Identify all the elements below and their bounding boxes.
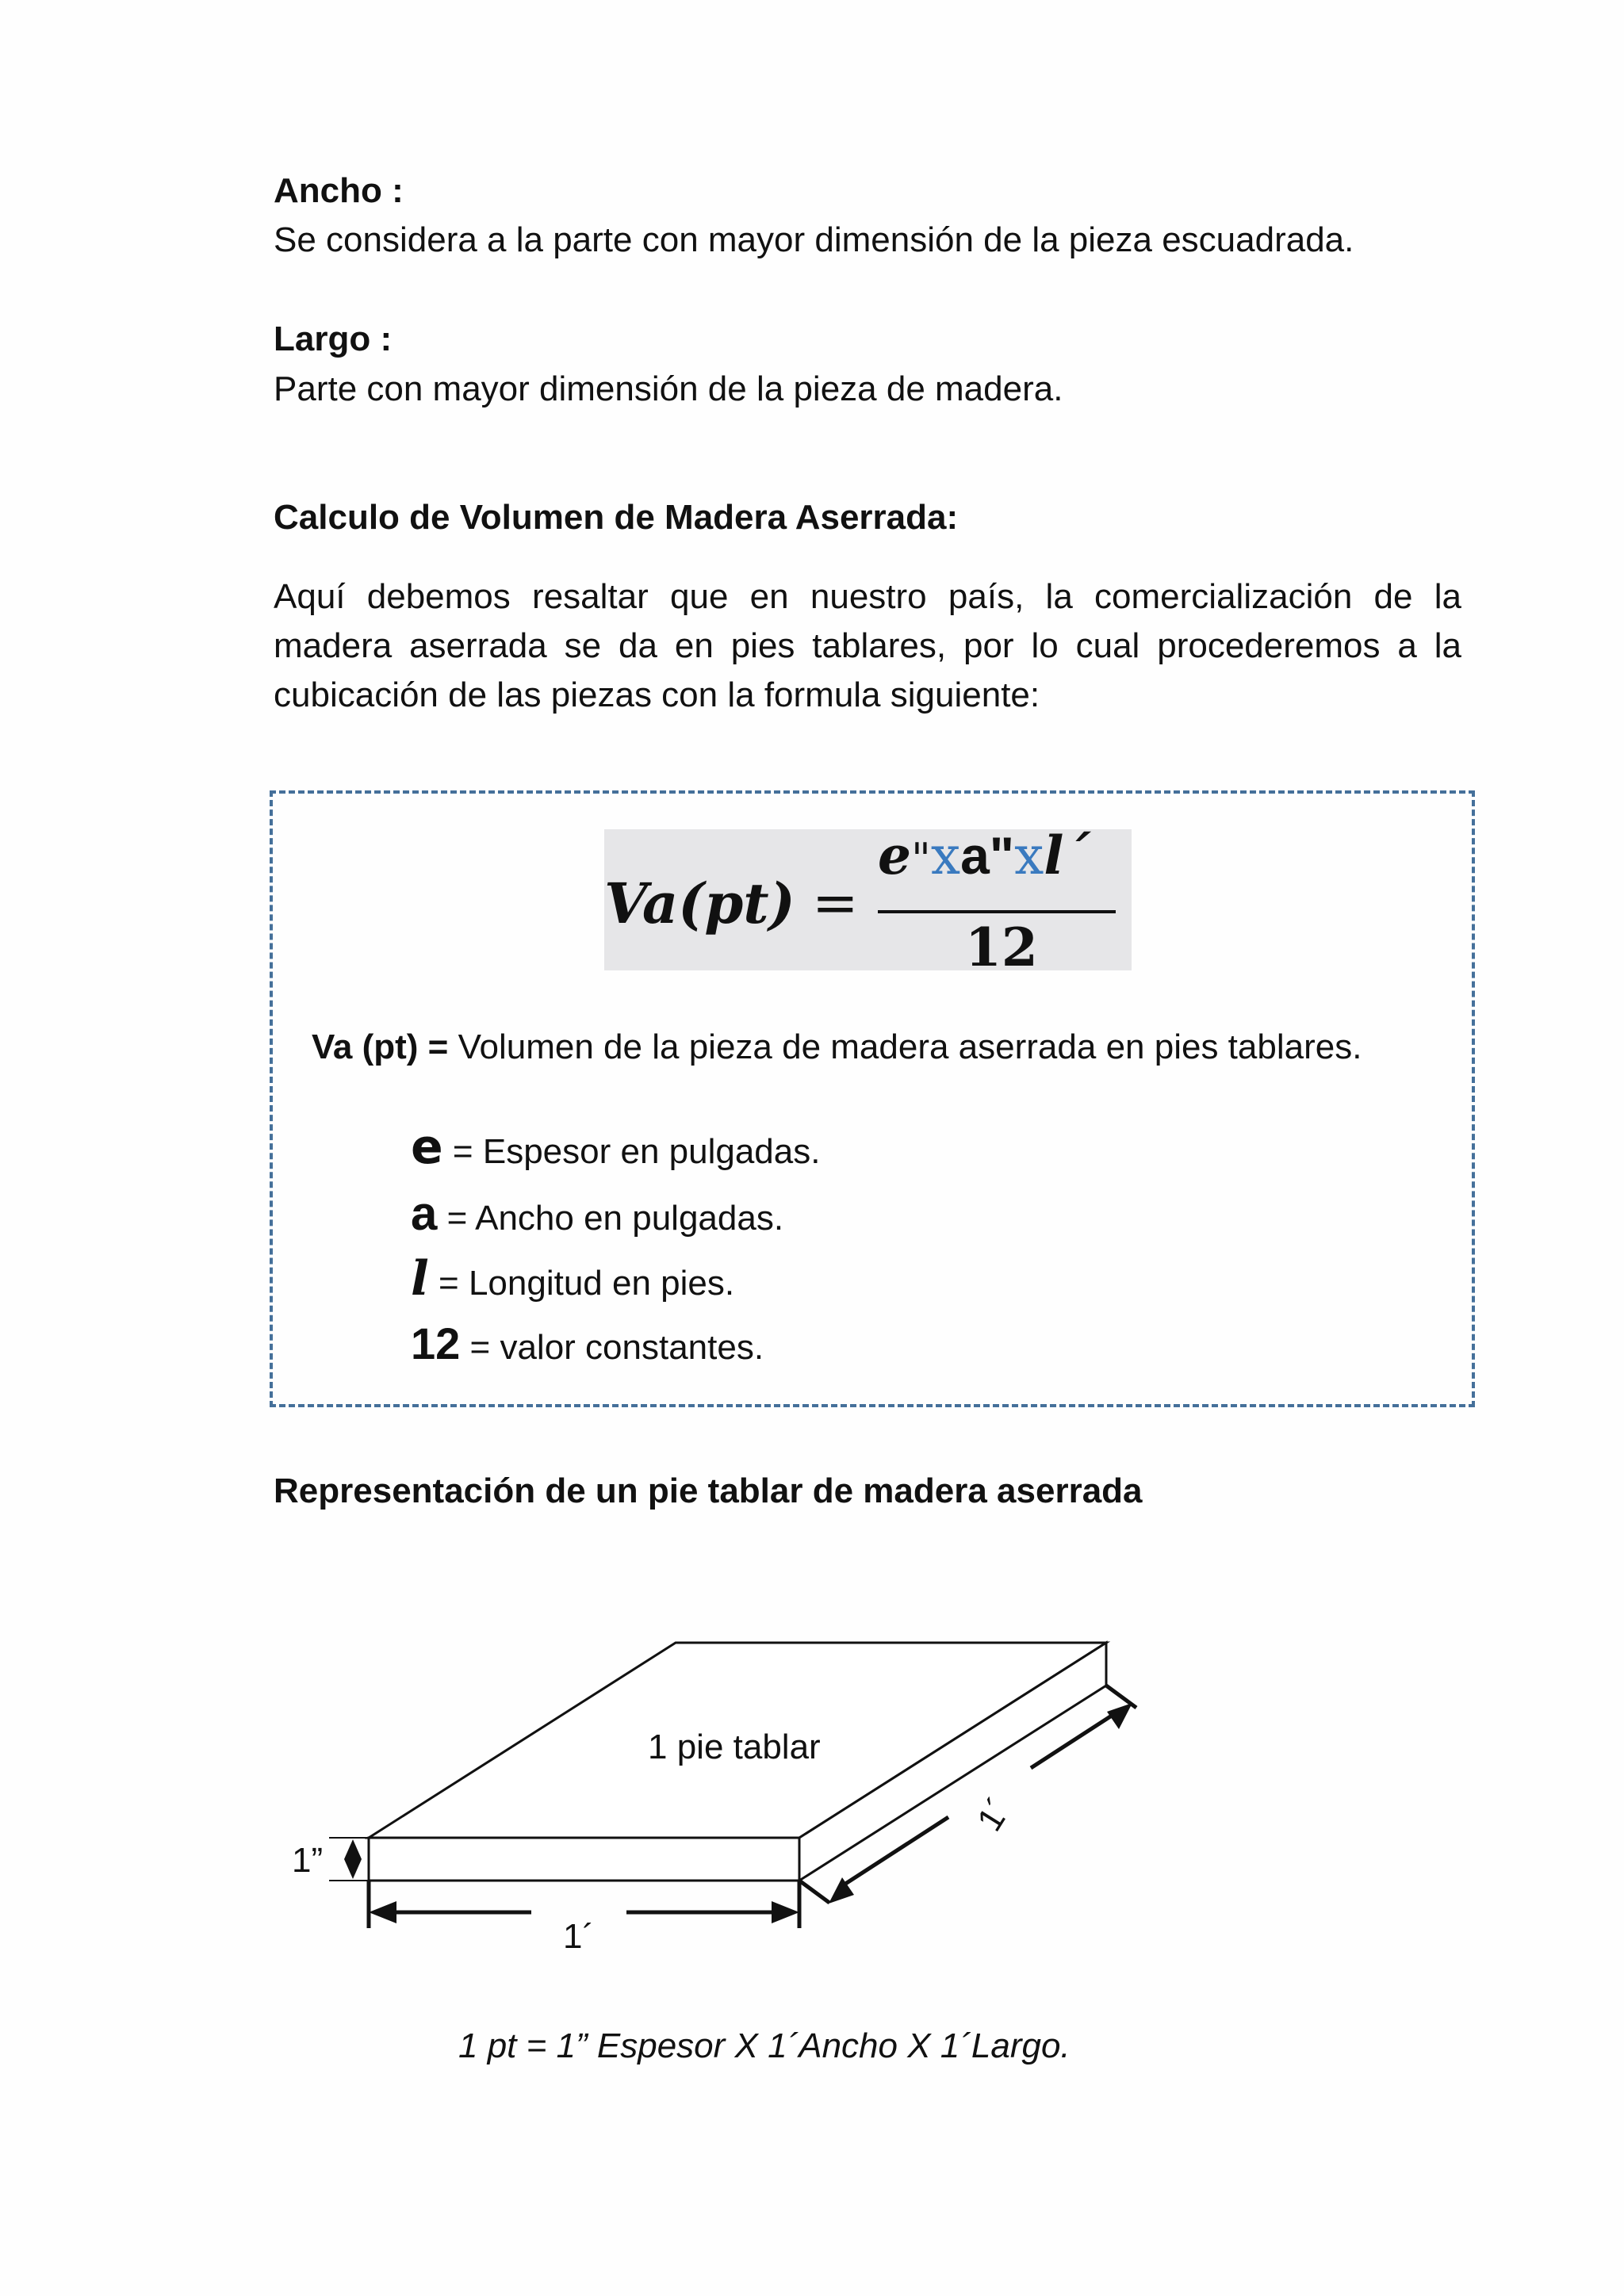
calculo-paragraph: Aquí debemos resaltar que en nuestro país, la comercialización de la madera aserrada se da en pies tablares, por lo cual procederemos a la cubicación de las piezas con la formula siguiente: <box>274 577 1461 714</box>
va-text: Volumen de la pieza de madera aserrada en pies tablares. <box>448 1027 1362 1066</box>
def-symbol: e <box>411 1119 443 1175</box>
formula-x1: x <box>930 825 961 886</box>
largo-heading: Largo : <box>274 320 393 358</box>
def-text: = Espesor en pulgadas. <box>442 1132 821 1171</box>
thickness-arrow <box>329 1838 369 1881</box>
def-symbol: a <box>411 1187 438 1240</box>
def-symbol: 12 <box>411 1318 461 1368</box>
largo-text: Parte con mayor dimensión de la pieza de madera. <box>274 369 1063 408</box>
board-top-label: 1 pie tablar <box>648 1728 821 1766</box>
def-text: = Longitud en pies. <box>428 1264 735 1303</box>
figure-title: Representación de un pie tablar de madera aserrada <box>274 1471 1143 1510</box>
formula-e: e <box>878 825 911 886</box>
def-text: = valor constantes. <box>460 1328 764 1367</box>
formula-equals: = <box>812 871 859 936</box>
formula-l: l´ <box>1044 825 1090 886</box>
thickness-label: 1” <box>292 1841 324 1880</box>
length-label: 1´ <box>969 1791 1020 1839</box>
ancho-heading: Ancho : <box>274 171 404 210</box>
va-label: Va (pt) = <box>312 1027 449 1066</box>
width-label: 1´ <box>563 1917 595 1956</box>
formula-quote: " <box>911 834 931 884</box>
ancho-text: Se considera a la parte con mayor dimensión de la pieza escuadrada. <box>274 220 1354 259</box>
formula-x2: x <box>1014 825 1044 886</box>
formula-denominator: 12 <box>965 916 1038 978</box>
figure-caption: 1 pt = 1” Espesor X 1´Ancho X 1´Largo. <box>458 2026 1071 2065</box>
def-symbol: l <box>411 1251 429 1307</box>
formula-lhs: Va(pt) <box>604 871 795 936</box>
def-text: = Ancho en pulgadas. <box>437 1199 784 1238</box>
calculo-heading: Calculo de Volumen de Madera Aserrada: <box>274 498 959 537</box>
formula-a: a" <box>960 826 1015 885</box>
